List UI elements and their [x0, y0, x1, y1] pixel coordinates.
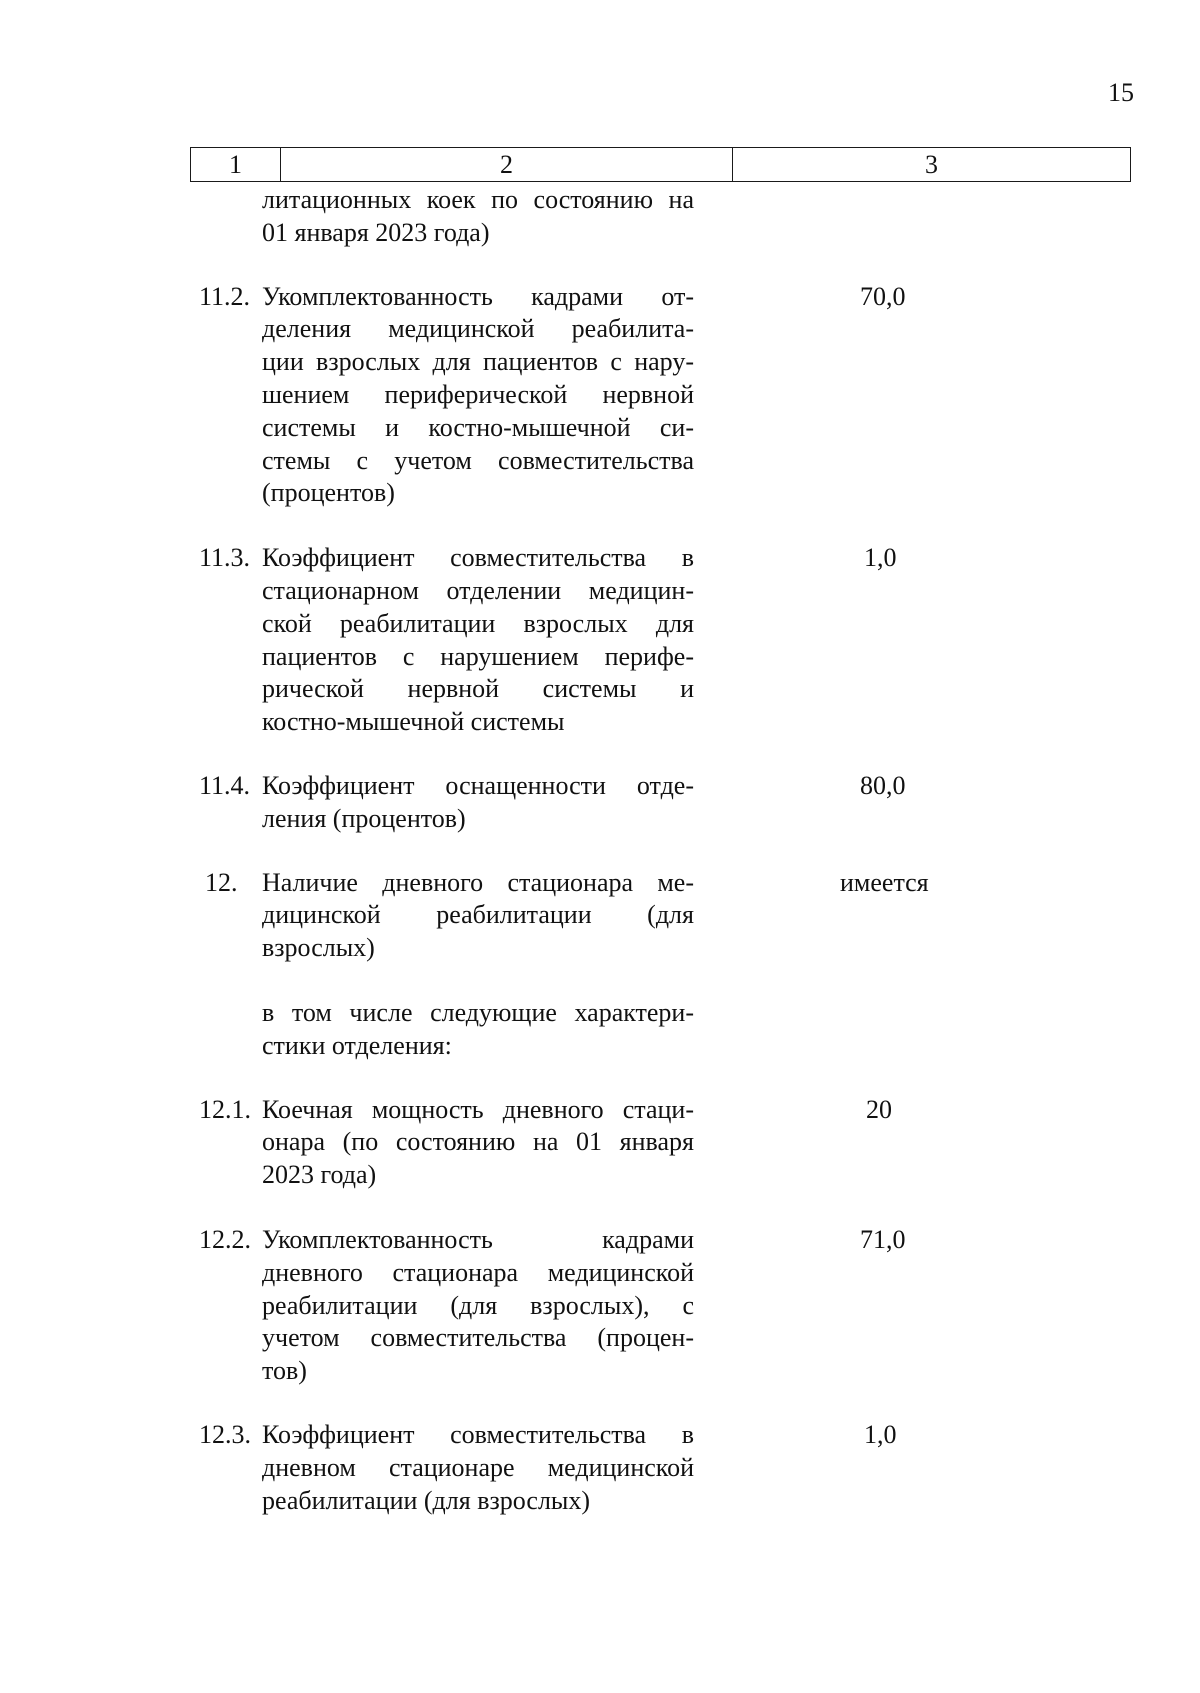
- table-row: [0, 1419, 1200, 1517]
- description-line: литационных коек по состоянию на: [262, 185, 694, 214]
- row-number: 11.4.: [199, 770, 251, 800]
- description-line: ции взрослых для пациентов с нару-: [262, 347, 694, 377]
- table-row: [0, 281, 1200, 511]
- row-description: [262, 281, 694, 511]
- description-line: системы и костно-мышечной си-: [262, 412, 694, 442]
- description-line: ления (процентов): [262, 803, 466, 833]
- description-line: стемы с учетом совместительства: [262, 445, 694, 475]
- description-line: онара (по состоянию на 01 января: [262, 1127, 694, 1157]
- row-description: [262, 184, 694, 250]
- description-line: рической нервной системы и: [262, 674, 694, 704]
- row-value: [694, 184, 1200, 250]
- row-value: 80,0: [860, 770, 906, 800]
- description-line: дицинской реабилитации (для: [262, 900, 694, 930]
- description-line: Наличие дневного стационара ме-: [262, 867, 694, 897]
- description-line: дневного стационара медицинской: [262, 1257, 694, 1287]
- description-line: костно-мышечной системы: [262, 707, 565, 737]
- row-description: [262, 867, 694, 965]
- table-row: [0, 1224, 1200, 1388]
- row-number: 12.3.: [199, 1419, 251, 1449]
- description-line: 01 января 2023 года): [262, 217, 490, 247]
- header-cell-2: 2: [281, 148, 733, 181]
- description-line: пациентов с нарушением перифе-: [262, 641, 694, 671]
- description-line: учетом совместительства (процен-: [262, 1323, 694, 1353]
- table-row: [0, 1094, 1200, 1192]
- table-row: [0, 184, 1200, 250]
- description-line: реабилитации (для взрослых): [262, 1485, 591, 1515]
- table-body: [0, 184, 1200, 1517]
- row-description: [262, 770, 694, 836]
- header-cell-1: 1: [191, 148, 281, 181]
- description-line: тов): [262, 1356, 307, 1386]
- description-line: Коэффициент совместительства в: [262, 1419, 694, 1449]
- description-line: взрослых): [262, 933, 375, 963]
- row-number: 12.1.: [199, 1094, 251, 1124]
- table-row: [0, 867, 1200, 965]
- row-value: имеется: [840, 867, 929, 897]
- row-description: [262, 1224, 694, 1388]
- row-number: [0, 997, 262, 1063]
- row-value: 20: [866, 1094, 892, 1124]
- description-line: деления медицинской реабилита-: [262, 314, 694, 344]
- header-cell-3: 3: [925, 149, 938, 179]
- description-line: стационарном отделении медицин-: [262, 575, 694, 605]
- description-line: стики отделения:: [262, 1030, 452, 1060]
- description-line: дневном стационаре медицинской: [262, 1452, 694, 1482]
- description-line: ской реабилитации взрослых для: [262, 608, 694, 638]
- description-line: в том числе следующие характери-: [262, 997, 694, 1027]
- row-description: [262, 997, 694, 1063]
- description-line: Коэффициент оснащенности отде-: [262, 770, 694, 800]
- row-value: 70,0: [860, 281, 906, 311]
- table-row: [0, 770, 1200, 836]
- row-number: [0, 184, 262, 250]
- table-header: [190, 147, 1131, 182]
- row-value: 1,0: [864, 543, 897, 573]
- table-row: [0, 542, 1200, 739]
- description-line: 2023 года): [262, 1160, 377, 1190]
- row-number: 12.: [205, 867, 238, 897]
- description-line: Коечная мощность дневного стаци-: [262, 1094, 694, 1124]
- row-number: 11.3.: [199, 543, 251, 573]
- row-value: [694, 997, 1200, 1063]
- description-line: шением периферической нервной: [262, 379, 694, 409]
- page-number: 15: [1108, 78, 1134, 107]
- row-description: [262, 1094, 694, 1192]
- row-value: 1,0: [864, 1419, 897, 1449]
- row-description: [262, 542, 694, 739]
- description-line: Коэффициент совместительства в: [262, 543, 694, 573]
- table-row: [0, 997, 1200, 1063]
- row-number: 12.2.: [199, 1224, 251, 1254]
- description-line: Укомплектованность кадрами: [262, 1224, 694, 1254]
- description-line: (процентов): [262, 478, 395, 508]
- description-line: Укомплектованность кадрами от-: [262, 281, 694, 311]
- row-description: [262, 1419, 694, 1517]
- row-value: 71,0: [860, 1224, 906, 1254]
- row-number: 11.2.: [199, 281, 251, 311]
- description-line: реабилитации (для взрослых), с: [262, 1290, 694, 1320]
